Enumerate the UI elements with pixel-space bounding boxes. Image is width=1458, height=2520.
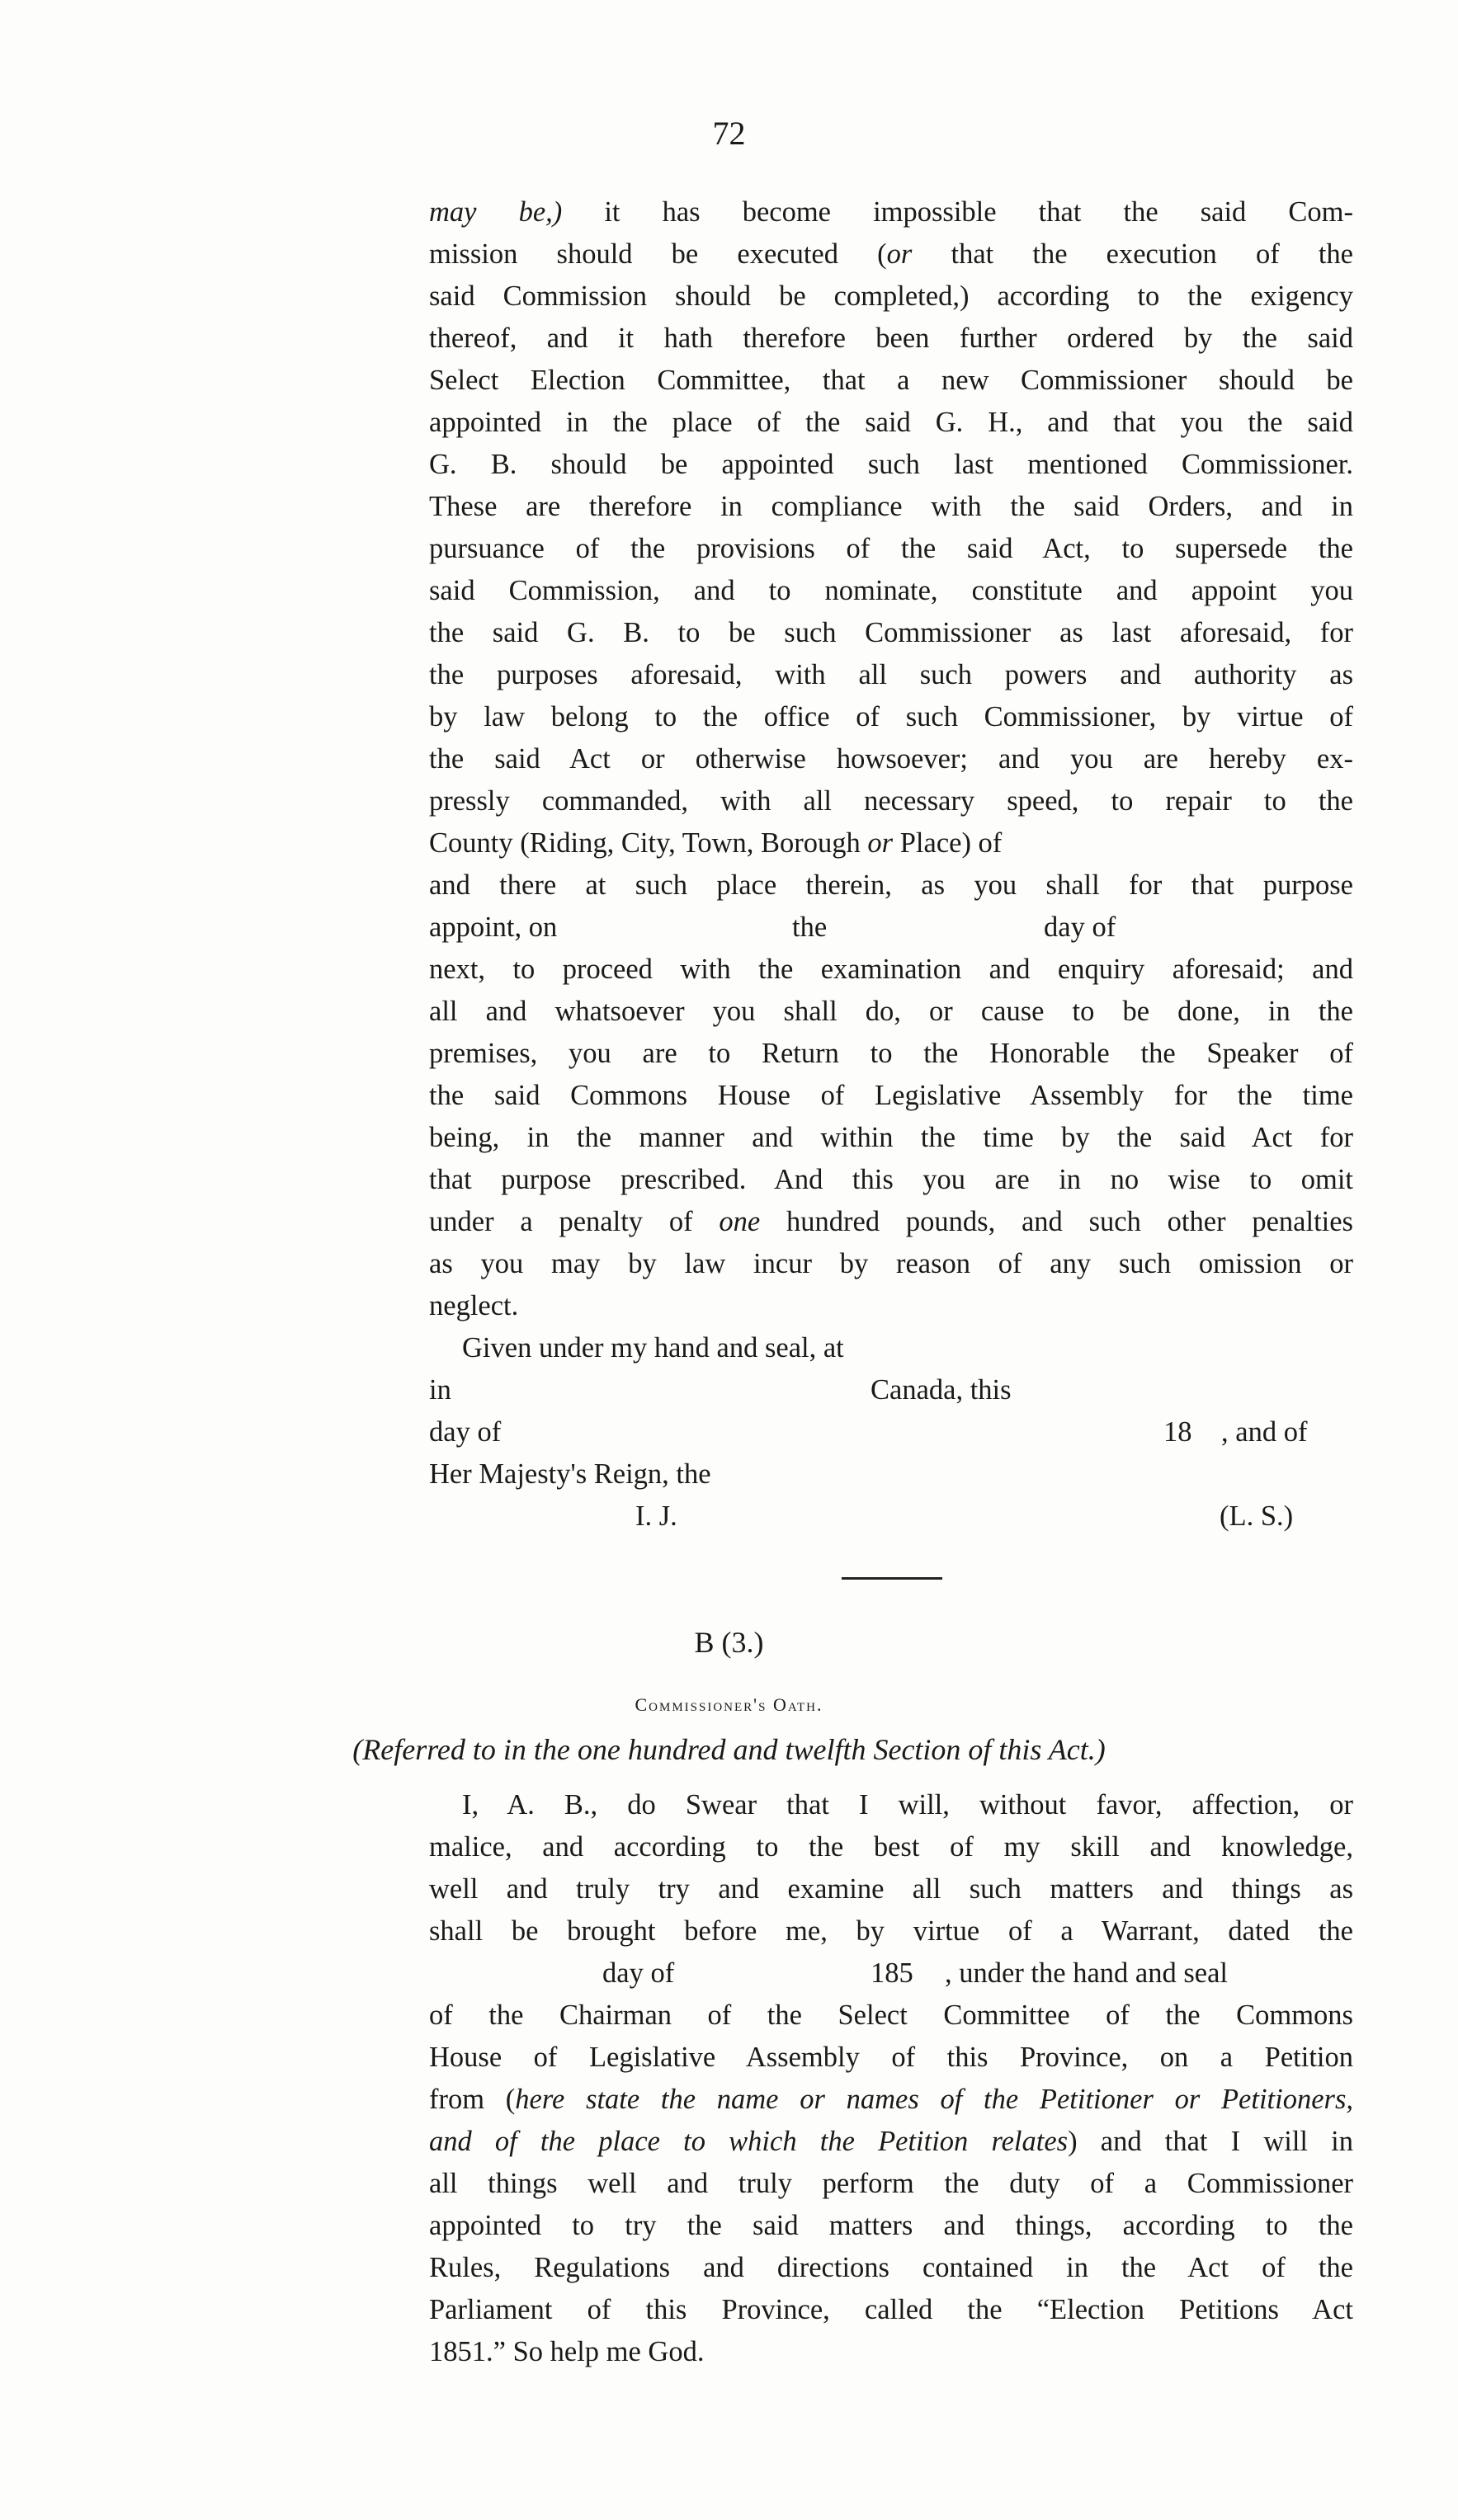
warrant-line-9: pursuance of the provisions of the said Act, to supersede the (429, 533, 1353, 564)
warrant-line-17: and there at such place therein, as you shall for that purpose (429, 869, 1353, 901)
oath-line-7: House of Legislative Assembly of this Province, on a Petition (429, 2042, 1353, 2073)
oath-line-1: I, A. B., do Swear that I will, without favor, affection, or (462, 1789, 1353, 1821)
locus-sigilli: (L. S.) (1220, 1500, 1294, 1532)
warrant-line-18: appoint, on the day of (429, 911, 1116, 943)
warrant-line-14: the said Act or otherwise howsoever; and you are hereby ex- (429, 743, 1353, 775)
warrant-line-8: These are therefore in compliance with the said Orders, and in (429, 491, 1353, 522)
warrant-line-25: under a penalty of one hundred pounds, and such other penalties (429, 1206, 1353, 1237)
given-line-4: Her Majesty's Reign, the (429, 1458, 711, 1490)
oath-line-2: malice, and according to the best of my skill and knowledge, (429, 1831, 1353, 1863)
warrant-line-21: premises, you are to Return to the Honorable the Speaker of (429, 1038, 1353, 1069)
oath-line-4: shall be brought before me, by virtue of a Warrant, dated the (429, 1915, 1353, 1947)
warrant-line-23: being, in the manner and within the time by the said Act for (429, 1122, 1353, 1153)
given-line-5 (429, 1496, 1353, 1538)
warrant-line-26: as you may by law incur by reason of any such omission or (429, 1248, 1353, 1279)
warrant-line-24: that purpose prescribed. And this you are in no wise to omit (429, 1164, 1353, 1195)
warrant-line-2: mission should be executed (or that the execution of the (429, 238, 1353, 270)
section-divider (842, 1577, 942, 1580)
warrant-line-15: pressly commanded, with all necessary speed, to repair to the (429, 785, 1353, 817)
warrant-line-16: County (Riding, City, Town, Borough or Place) of (429, 827, 1003, 859)
warrant-line-12: the purposes aforesaid, with all such powers and authority as (429, 659, 1353, 690)
given-line-2: in Canada, this (429, 1374, 1012, 1406)
warrant-line-3: said Commission should be completed,) according to the exigency (429, 280, 1353, 312)
warrant-line-22: the said Commons House of Legislative Assembly for the time (429, 1080, 1353, 1111)
oath-line-6: of the Chairman of the Select Committee of the Commons (429, 2000, 1353, 2031)
section-title: B (3.) (694, 1626, 764, 1659)
warrant-line-10: said Commission, and to nominate, constitute and appoint you (429, 575, 1353, 606)
warrant-line-19: next, to proceed with the examination and enquiry aforesaid; and (429, 954, 1353, 985)
page-number: 72 (712, 115, 746, 152)
oath-line-5: day of 185 , under the hand and seal (602, 1957, 1228, 1989)
warrant-line-1: may be,) it has become impossible that the said Com- (429, 196, 1353, 228)
warrant-line-27: neglect. (429, 1290, 519, 1321)
oath-line-13: Parliament of this Province, called the “Election Petitions Act (429, 2294, 1353, 2325)
warrant-line-20: all and whatsoever you shall do, or cause to be done, in the (429, 996, 1353, 1027)
oath-text (429, 1784, 1353, 2373)
warrant-text (429, 191, 1353, 1538)
warrant-line-4: thereof, and it hath therefore been further ordered by the said (429, 323, 1353, 354)
oath-reference: (Referred to in the one hundred and twelfth Section of this Act.) (352, 1733, 1106, 1766)
oath-line-11: appointed to try the said matters and things, according to the (429, 2210, 1353, 2241)
warrant-line-11: the said G. B. to be such Commissioner as last aforesaid, for (429, 617, 1353, 648)
warrant-line-5: Select Election Committee, that a new Commissioner should be (429, 365, 1353, 396)
warrant-line-7: G. B. should be appointed such last mentioned Commissioner. (429, 449, 1353, 480)
given-line-3: day of 18 , and of (429, 1416, 1308, 1448)
warrant-line-6: appointed in the place of the said G. H., and that you the said (429, 407, 1353, 438)
given-line-1: Given under my hand and seal, at (462, 1332, 844, 1364)
oath-line-10: all things well and truly perform the duty of a Commissioner (429, 2168, 1353, 2199)
oath-line-8: from (here state the name or names of the Petitioner or Petitioners, (429, 2084, 1353, 2115)
oath-line-9: and of the place to which the Petition relates) and that I will in (429, 2126, 1354, 2157)
oath-line-12: Rules, Regulations and directions contained in the Act of the (429, 2252, 1353, 2283)
oath-line-3: well and truly try and examine all such matters and things as (429, 1873, 1353, 1905)
warrant-line-13: by law belong to the office of such Commissioner, by virtue of (429, 701, 1353, 732)
oath-title: Commissioner's Oath. (635, 1694, 823, 1715)
signatory-initials: I. J. (635, 1500, 677, 1532)
oath-line-14: 1851.” So help me God. (429, 2336, 705, 2367)
